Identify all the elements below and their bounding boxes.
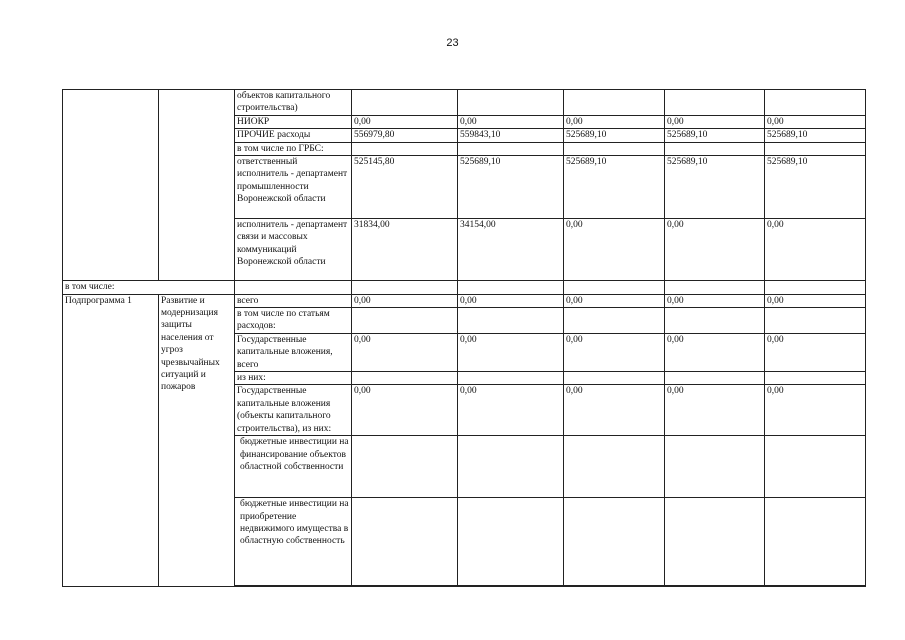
value-cell <box>665 142 765 155</box>
value-cell <box>352 498 458 586</box>
row-label: в том числе по статьям расходов: <box>235 308 352 334</box>
value-cell <box>665 586 765 587</box>
value-cell <box>564 372 665 385</box>
value-cell: 0,00 <box>352 333 458 371</box>
value-cell <box>564 498 665 586</box>
value-cell <box>765 142 866 155</box>
value-cell: 525689,10 <box>564 129 665 142</box>
value-cell <box>665 498 765 586</box>
value-cell <box>765 90 866 116</box>
row-label: бюджетные инвестиции на приобретение недвижимого имущества в областную собственность <box>235 498 352 586</box>
value-cell <box>564 281 665 294</box>
value-cell <box>352 436 458 498</box>
value-cell: 0,00 <box>665 294 765 307</box>
row-label: ПРОЧИЕ расходы <box>235 129 352 142</box>
value-cell: 0,00 <box>765 116 866 129</box>
value-cell <box>352 308 458 334</box>
value-cell: 525689,10 <box>564 156 665 219</box>
subprogram-name-cell: Подпрограмма 1 <box>63 294 159 587</box>
row-label: в том числе: <box>63 281 235 294</box>
value-cell: 525689,10 <box>458 156 564 219</box>
value-cell: 0,00 <box>765 219 866 281</box>
value-cell <box>765 436 866 498</box>
row-label: ответственный исполнитель - департамент промышленности Воронежской области <box>235 156 352 219</box>
value-cell <box>564 308 665 334</box>
value-cell <box>665 90 765 116</box>
value-cell <box>458 586 564 587</box>
budget-table <box>62 89 866 587</box>
value-cell <box>458 498 564 586</box>
value-cell: 525145,80 <box>352 156 458 219</box>
row-label: НИОКР <box>235 116 352 129</box>
value-cell <box>765 498 866 586</box>
value-cell <box>458 281 564 294</box>
value-cell: 0,00 <box>458 333 564 371</box>
value-cell <box>665 436 765 498</box>
value-cell <box>352 281 458 294</box>
value-cell <box>665 281 765 294</box>
row-label <box>235 281 352 294</box>
value-cell: 559843,10 <box>458 129 564 142</box>
value-cell <box>458 90 564 116</box>
value-cell: 0,00 <box>458 385 564 436</box>
value-cell <box>665 308 765 334</box>
value-cell: 0,00 <box>564 294 665 307</box>
value-cell: 0,00 <box>665 333 765 371</box>
row-label: исполнитель - департамент связи и массовых коммуникаций Воронежской области <box>235 219 352 281</box>
value-cell: 525689,10 <box>665 156 765 219</box>
value-cell <box>665 372 765 385</box>
subprogram-title-cell: Развитие и модернизация защиты населения от угроз чрезвычайных ситуаций и пожаров <box>159 294 235 587</box>
value-cell <box>564 436 665 498</box>
value-cell: 31834,00 <box>352 219 458 281</box>
value-cell: 0,00 <box>352 116 458 129</box>
row-label: в том числе по ГРБС: <box>235 142 352 155</box>
program-title-cell <box>159 90 235 281</box>
value-cell: 0,00 <box>564 385 665 436</box>
value-cell: 0,00 <box>352 385 458 436</box>
value-cell <box>564 142 665 155</box>
value-cell: 0,00 <box>665 219 765 281</box>
value-cell <box>564 90 665 116</box>
value-cell: 525689,10 <box>665 129 765 142</box>
value-cell <box>352 586 458 587</box>
row-label: всего <box>235 294 352 307</box>
row-label <box>235 586 352 587</box>
value-cell: 0,00 <box>458 116 564 129</box>
program-cell <box>63 90 159 281</box>
value-cell: 0,00 <box>765 385 866 436</box>
value-cell <box>765 586 866 587</box>
row-label: из них: <box>235 372 352 385</box>
value-cell: 556979,80 <box>352 129 458 142</box>
value-cell <box>765 281 866 294</box>
value-cell: 0,00 <box>564 116 665 129</box>
row-label: объектов капитального строительства) <box>235 90 352 116</box>
value-cell <box>458 308 564 334</box>
table-row <box>63 294 866 307</box>
row-label: бюджетные инвестиции на финансирование объектов областной собственности <box>235 436 352 498</box>
value-cell: 0,00 <box>458 294 564 307</box>
value-cell: 0,00 <box>665 116 765 129</box>
value-cell: 0,00 <box>352 294 458 307</box>
value-cell: 0,00 <box>665 385 765 436</box>
row-label: Государственные капитальные вложения, всего <box>235 333 352 371</box>
value-cell: 34154,00 <box>458 219 564 281</box>
value-cell <box>458 372 564 385</box>
value-cell: 0,00 <box>765 333 866 371</box>
value-cell <box>352 372 458 385</box>
value-cell <box>564 586 665 587</box>
value-cell <box>458 142 564 155</box>
value-cell: 525689,10 <box>765 129 866 142</box>
value-cell <box>352 142 458 155</box>
table-row <box>63 90 866 116</box>
value-cell <box>352 90 458 116</box>
value-cell: 0,00 <box>564 333 665 371</box>
value-cell <box>765 372 866 385</box>
table-row <box>63 281 866 294</box>
row-label: Государственные капитальные вложения (объекты капитального строительства), из них: <box>235 385 352 436</box>
page-number: 23 <box>446 37 459 49</box>
value-cell <box>765 308 866 334</box>
value-cell <box>458 436 564 498</box>
value-cell: 0,00 <box>564 219 665 281</box>
value-cell: 0,00 <box>765 294 866 307</box>
value-cell: 525689,10 <box>765 156 866 219</box>
